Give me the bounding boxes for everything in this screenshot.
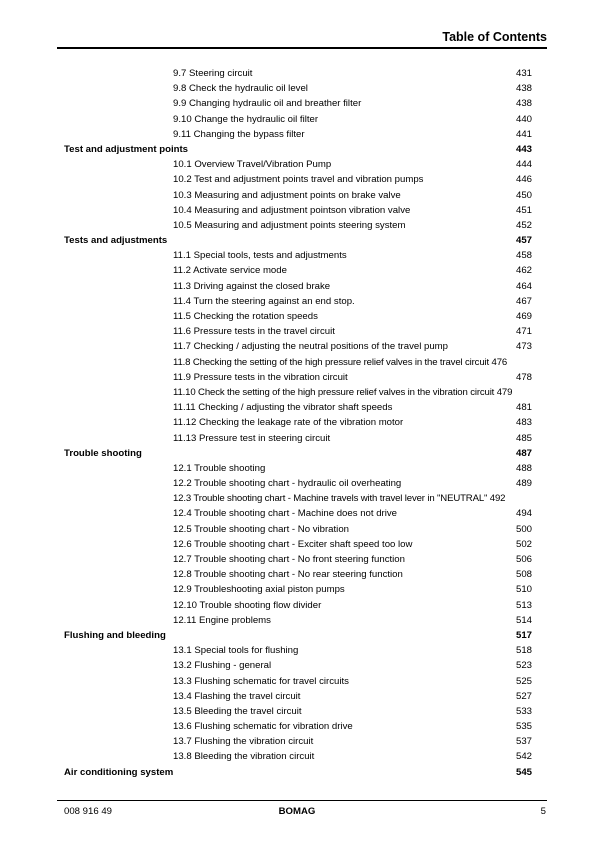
toc-entry-row[interactable] [0, 704, 594, 719]
document-number: 008 916 49 [64, 806, 113, 817]
toc-entry-row[interactable] [0, 279, 594, 294]
toc-entry-row[interactable] [0, 400, 594, 415]
toc-page-number: 506 [515, 554, 532, 565]
toc-entry-row[interactable] [0, 491, 594, 506]
toc-entry-title: 12.1 Trouble shooting [173, 462, 266, 474]
toc-entry-title: 9.7 Steering circuit [173, 68, 253, 79]
toc-entry-title: 11.1 Special tools, tests and adjustments [173, 250, 347, 262]
toc-entry-title: 9.11 Changing the bypass filter [173, 128, 305, 140]
toc-entry-title: 11.12 Checking the leakage rate of the vibration motor [173, 417, 404, 429]
toc-section-row[interactable] [0, 628, 594, 643]
toc-entry-row[interactable] [0, 734, 594, 749]
toc-entry-row[interactable] [0, 385, 594, 400]
toc-entry-row[interactable] [0, 218, 594, 233]
toc-entry-title: 10.4 Measuring and adjustment pointson vibration valve [173, 204, 411, 216]
toc-page-number: 487 [515, 447, 532, 459]
toc-entry-title: 12.7 Trouble shooting chart - No front steering function [173, 554, 405, 565]
toc-section-title: Test and adjustment points [64, 143, 189, 155]
toc-page-number: 523 [515, 660, 532, 672]
toc-entry-row[interactable] [0, 263, 594, 278]
toc-page-number: 440 [515, 113, 532, 125]
toc-page-number: 518 [515, 645, 532, 657]
toc-page-number: 525 [515, 675, 532, 687]
toc-entry-title: 12.6 Trouble shooting chart - Exciter shaft speed too low [173, 538, 413, 550]
toc-page-number: 481 [515, 402, 532, 414]
toc-page-number: 451 [515, 204, 532, 216]
toc-entry-title: 11.9 Pressure tests in the vibration circuit [173, 371, 348, 383]
toc-entry-row[interactable] [0, 613, 594, 628]
table-of-contents [0, 66, 594, 780]
toc-entry-row[interactable] [0, 309, 594, 324]
toc-entry-row[interactable] [0, 506, 594, 521]
toc-page-number: 462 [515, 265, 532, 277]
toc-section-title: Air conditioning system [64, 766, 174, 778]
toc-entry-row[interactable] [0, 294, 594, 309]
toc-entry-title: 10.1 Overview Travel/Vibration Pump [173, 159, 332, 171]
toc-page-number: 478 [515, 371, 532, 383]
toc-section-row[interactable] [0, 142, 594, 157]
toc-entry-title: 11.13 Pressure test in steering circuit [173, 432, 331, 444]
toc-entry-row[interactable] [0, 248, 594, 263]
toc-entry-row[interactable] [0, 689, 594, 704]
toc-page-number: 464 [515, 280, 532, 292]
toc-page-number: 473 [515, 341, 532, 353]
toc-section-title: Tests and adjustments [64, 235, 168, 247]
toc-entry-title: 12.8 Trouble shooting chart - No rear steering function [173, 569, 403, 581]
toc-page-number: 537 [515, 736, 532, 748]
toc-entry-title: 13.8 Bleeding the vibration circuit [173, 751, 315, 763]
toc-page-number: 441 [515, 128, 532, 140]
toc-page-number: 500 [515, 523, 532, 535]
toc-entry-title: 12.2 Trouble shooting chart - hydraulic oil overheating [173, 478, 402, 490]
toc-entry-row[interactable] [0, 552, 594, 567]
toc-page-number: 438 [515, 83, 532, 95]
toc-page-number: 502 [515, 538, 532, 550]
toc-entry-title: 9.9 Changing hydraulic oil and breather filter [173, 98, 362, 110]
toc-entry-row[interactable] [0, 324, 594, 339]
toc-entry-title: 13.7 Flushing the vibration circuit [173, 736, 314, 748]
toc-page-number: 510 [515, 584, 532, 596]
toc-entry-row[interactable] [0, 172, 594, 187]
toc-section-title: Trouble shooting [64, 447, 142, 459]
toc-page-number: 444 [515, 159, 532, 171]
toc-page-number: 458 [515, 250, 532, 262]
toc-entry-row[interactable] [0, 537, 594, 552]
toc-entry-row[interactable] [0, 582, 594, 597]
page-title: Table of Contents [442, 30, 547, 44]
toc-page-number: 488 [515, 462, 532, 474]
toc-section-row[interactable] [0, 446, 594, 461]
toc-page-number: 443 [515, 143, 532, 155]
toc-page-number: 431 [515, 68, 532, 79]
toc-entry-row[interactable] [0, 203, 594, 218]
toc-entry-title: 11.11 Checking / adjusting the vibrator shaft speeds [173, 402, 393, 414]
toc-entry-row[interactable] [0, 643, 594, 658]
toc-entry-row[interactable] [0, 157, 594, 172]
toc-entry-title: 11.10 Check the setting of the high pressure relief valves in the vibration circuit 479 [173, 386, 513, 398]
toc-page-number: 469 [515, 311, 532, 322]
toc-entry-title: 11.8 Checking the setting of the high pressure relief valves in the travel circuit 476 [173, 356, 508, 368]
toc-page-number: 527 [515, 690, 532, 702]
toc-entry-title: 10.2 Test and adjustment points travel and vibration pumps [173, 174, 424, 186]
toc-page-number: 535 [515, 721, 532, 733]
toc-entry-title: 11.6 Pressure tests in the travel circuit [173, 326, 335, 338]
page-number: 5 [540, 806, 546, 817]
toc-entry-row[interactable] [0, 674, 594, 689]
toc-page-number: 489 [515, 478, 532, 490]
toc-page-number: 542 [515, 751, 532, 763]
toc-entry-row[interactable] [0, 749, 594, 764]
toc-section-row[interactable] [0, 233, 594, 248]
toc-entry-row[interactable] [0, 431, 594, 446]
toc-entry-row[interactable] [0, 522, 594, 537]
toc-entry-row[interactable] [0, 658, 594, 673]
toc-entry-title: 12.10 Trouble shooting flow divider [173, 599, 322, 611]
toc-entry-title: 9.10 Change the hydraulic oil filter [173, 113, 319, 125]
toc-entry-row[interactable] [0, 370, 594, 385]
toc-entry-row[interactable] [0, 188, 594, 203]
toc-page-number: 494 [515, 508, 532, 520]
toc-entry-row[interactable] [0, 719, 594, 734]
toc-page-number: 450 [515, 189, 532, 201]
toc-entry-title: 11.5 Checking the rotation speeds [173, 311, 318, 322]
toc-entry-row[interactable] [0, 127, 594, 142]
toc-entry-title: 11.4 Turn the steering against an end stop. [173, 295, 355, 307]
toc-entry-row[interactable] [0, 112, 594, 127]
header-divider [57, 47, 547, 49]
toc-entry-row[interactable] [0, 598, 594, 613]
toc-entry-row[interactable] [0, 567, 594, 582]
toc-entry-title: 13.2 Flushing - general [173, 660, 272, 672]
toc-entry-title: 12.3 Trouble shooting chart - Machine travels with travel lever in "NEUTRAL" 492 [173, 493, 506, 505]
toc-entry-title: 13.3 Flushing schematic for travel circuits [173, 675, 349, 687]
toc-entry-row[interactable] [0, 461, 594, 476]
footer-divider [57, 800, 547, 801]
toc-entry-title: 12.11 Engine problems [173, 614, 271, 626]
toc-entry-title: 10.3 Measuring and adjustment points on brake valve [173, 189, 401, 201]
toc-page-number: 508 [515, 569, 532, 581]
toc-page-number: 438 [515, 98, 532, 110]
toc-section-row[interactable] [0, 765, 594, 780]
toc-page-number: 457 [515, 235, 532, 247]
toc-entry-title: 13.5 Bleeding the travel circuit [173, 705, 302, 717]
toc-page-number: 452 [515, 219, 532, 231]
toc-entry-title: 12.4 Trouble shooting chart - Machine does not drive [173, 508, 397, 520]
toc-page-number: 471 [515, 326, 532, 338]
toc-entry-title: 9.8 Check the hydraulic oil level [173, 83, 308, 95]
toc-section-title: Flushing and bleeding [64, 629, 166, 641]
toc-entry-title: 12.9 Troubleshooting axial piston pumps [173, 584, 345, 596]
toc-entry-title: 13.4 Flashing the travel circuit [173, 690, 301, 702]
toc-page-number: 513 [515, 599, 532, 611]
toc-entry-row[interactable] [0, 355, 594, 370]
toc-page-number: 467 [515, 295, 532, 307]
toc-page-number: 483 [515, 417, 532, 429]
toc-entry-row[interactable] [0, 415, 594, 430]
toc-page-number: 514 [515, 614, 532, 626]
toc-page-number: 533 [515, 705, 532, 717]
toc-page-number: 545 [515, 766, 532, 778]
toc-entry-row[interactable] [0, 339, 594, 354]
toc-entry-title: 13.1 Special tools for flushing [173, 645, 299, 657]
toc-entry-title: 12.5 Trouble shooting chart - No vibration [173, 523, 349, 535]
toc-entry-title: 11.2 Activate service mode [173, 265, 287, 277]
toc-entry-title: 13.6 Flushing schematic for vibration drive [173, 721, 353, 733]
toc-entry-row[interactable] [0, 96, 594, 111]
toc-page-number: 485 [515, 432, 532, 444]
toc-entry-title: 10.5 Measuring and adjustment points steering system [173, 219, 406, 231]
toc-entry-row[interactable] [0, 81, 594, 96]
toc-entry-row[interactable] [0, 66, 594, 81]
toc-entry-title: 11.3 Driving against the closed brake [173, 280, 331, 292]
toc-entry-row[interactable] [0, 476, 594, 491]
brand-name: BOMAG [278, 806, 316, 817]
toc-page-number: 517 [515, 629, 532, 641]
toc-page-number: 446 [515, 174, 532, 186]
toc-entry-title: 11.7 Checking / adjusting the neutral positions of the travel pump [173, 341, 449, 353]
